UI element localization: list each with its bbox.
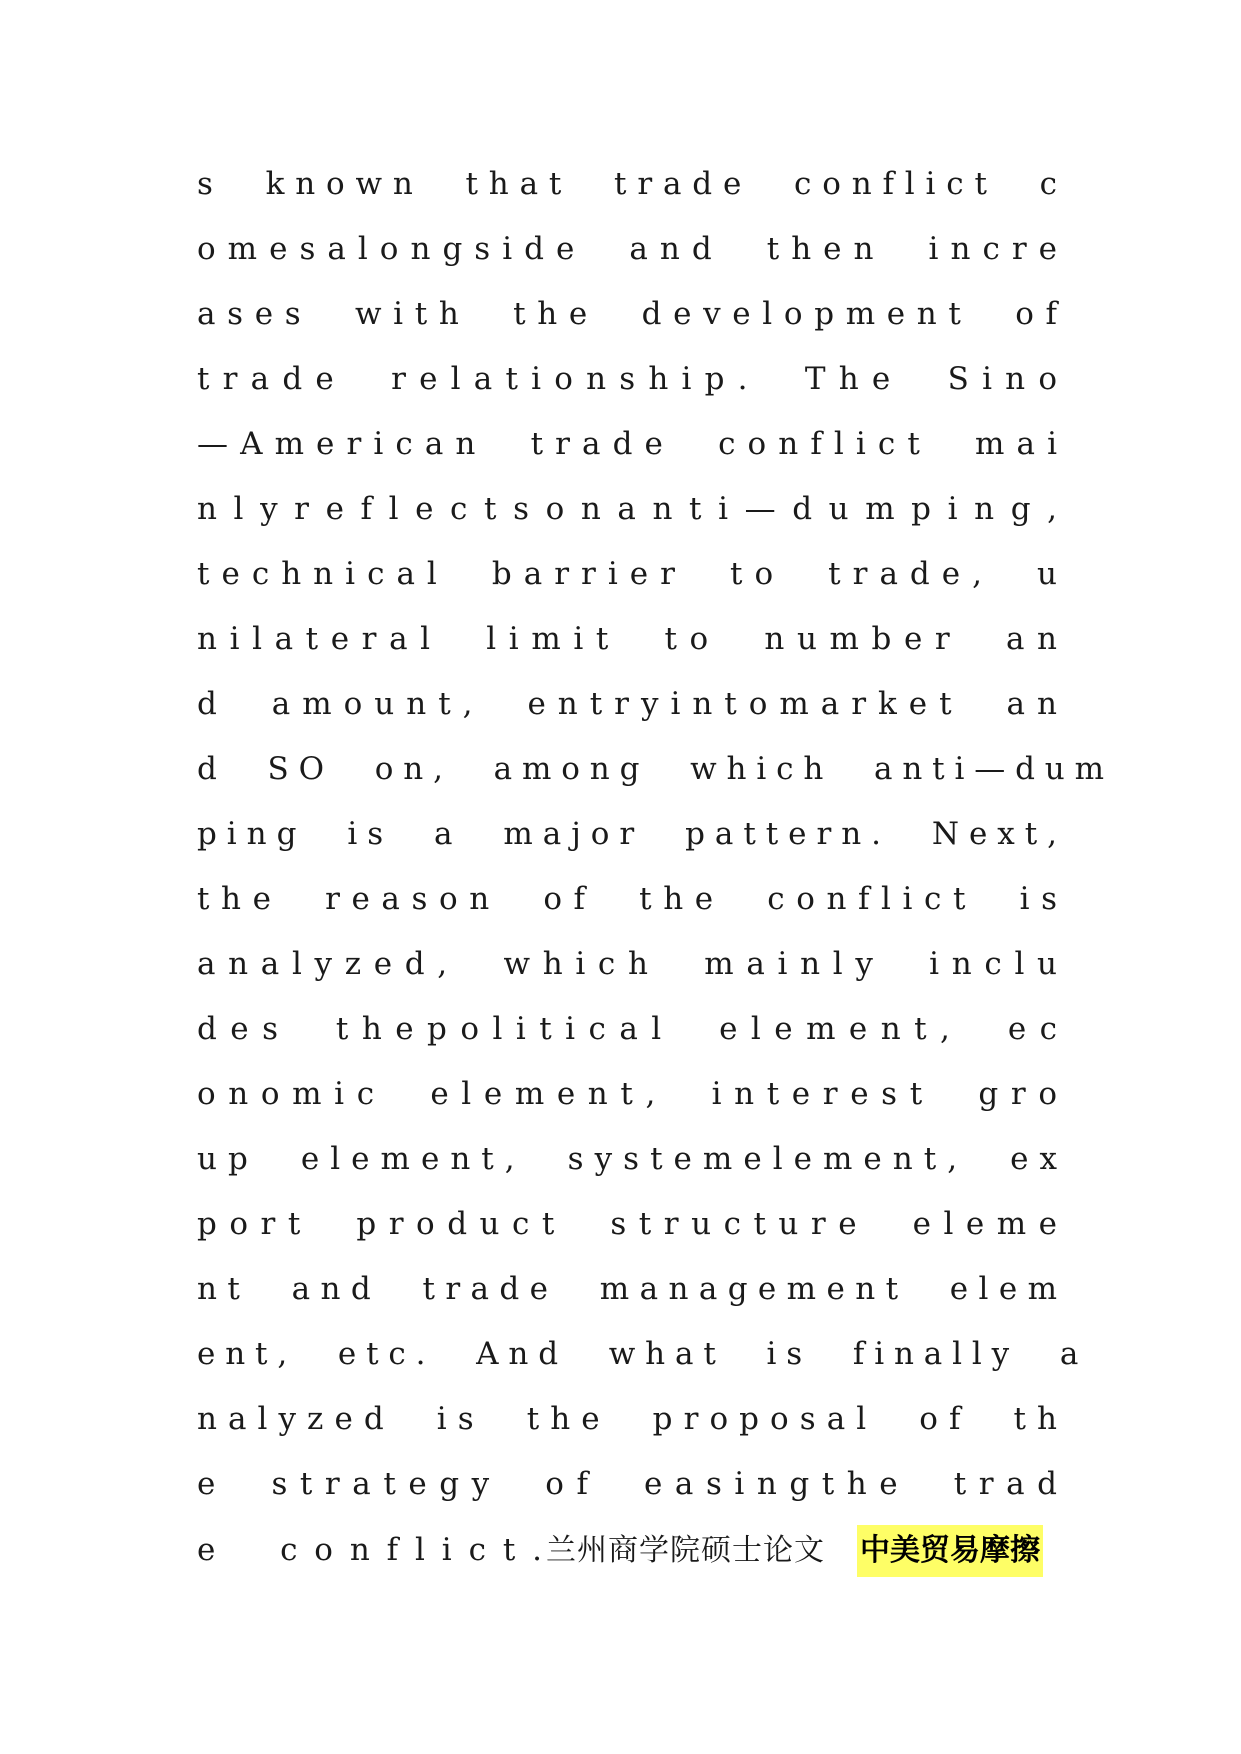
text-line: d a m o u n t , e n t r y i n t o m a r k e t a n — [197, 686, 1057, 722]
text-line: n i l a t e r a l l i m i t t o n u m b e r a n — [197, 621, 1057, 657]
text-line: n a l y z e d i s t h e p r o p o s a l o f t h — [197, 1401, 1057, 1437]
text-line: o n o m i c e l e m e n t , i n t e r e s t g r o — [197, 1076, 1057, 1112]
text-line: d e s t h e p o l i t i c a l e l e m e n t , e c — [197, 1011, 1057, 1047]
text-line: u p e l e m e n t , s y s t e m e l e m e n t , e x — [197, 1141, 1057, 1177]
thesis-label: 兰州商学院硕士论文 — [546, 1533, 825, 1568]
text-line: p o r t p r o d u c t s t r u c t u r e e l e m e — [197, 1206, 1057, 1242]
abstract-text — [197, 160, 1105, 1590]
text-line: o m e s a l o n g s i d e a n d t h e n i n c r e — [197, 231, 1057, 267]
text-line: t e c h n i c a l b a r r i e r t o t r a d e , u — [197, 556, 1057, 592]
text-line: s k n o w n t h a t t r a d e c o n f l i c t c — [197, 166, 1057, 202]
text-line: a s e s w i t h t h e d e v e l o p m e n t o f — [197, 296, 1057, 332]
text-line: a n a l y z e d , w h i c h m a i n l y i n c l u — [197, 946, 1057, 982]
final-line-english: e c o n f l i c t . — [197, 1532, 542, 1568]
text-line: p i n g i s a m a j o r p a t t e r n . N e x t , — [197, 816, 1057, 852]
highlighted-keyword: 中美贸易摩擦 — [857, 1525, 1043, 1577]
text-line: t r a d e r e l a t i o n s h i p . T h e S i n o — [197, 361, 1057, 397]
final-line — [197, 1525, 1057, 1590]
text-line: d S O o n , a m o n g w h i c h a n t i — d u m — [197, 751, 1105, 787]
text-line: n t a n d t r a d e m a n a g e m e n t e l e m — [197, 1271, 1057, 1307]
text-line: e s t r a t e g y o f e a s i n g t h e t r a d — [197, 1466, 1057, 1502]
text-line: t h e r e a s o n o f t h e c o n f l i c t i s — [197, 881, 1057, 917]
text-line: e n t , e t c . A n d w h a t i s f i n a l l y a — [197, 1336, 1079, 1372]
text-line: n l y r e f l e c t s o n a n t i — d u m p i n g , — [197, 491, 1057, 527]
text-line: — A m e r i c a n t r a d e c o n f l i c t m a i — [197, 426, 1057, 462]
